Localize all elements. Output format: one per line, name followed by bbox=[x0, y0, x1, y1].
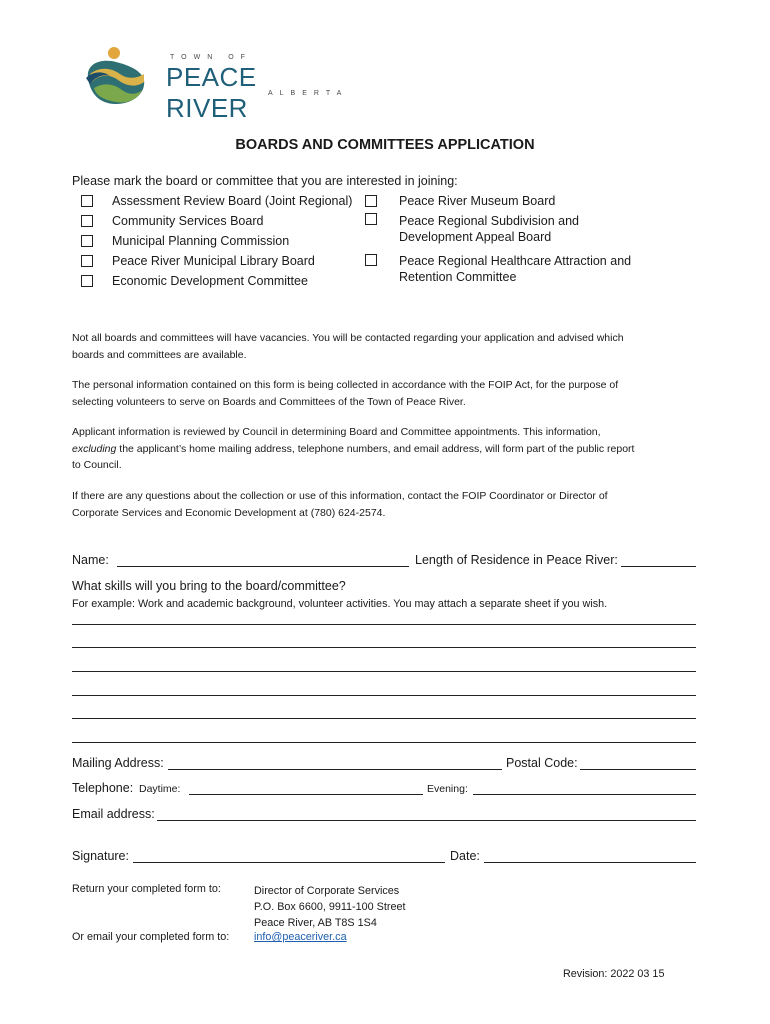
signature-field[interactable] bbox=[133, 862, 445, 863]
checkbox-community-services-board[interactable] bbox=[81, 215, 93, 227]
intro-text: Please mark the board or committee that you are interested in joining: bbox=[72, 174, 458, 188]
return-address bbox=[254, 883, 405, 931]
option-label-line: Development Appeal Board bbox=[399, 230, 552, 244]
email-link[interactable]: info@peaceriver.ca bbox=[254, 931, 347, 943]
skills-line[interactable] bbox=[72, 742, 696, 743]
option-label: Economic Development Committee bbox=[112, 274, 308, 288]
text-line bbox=[72, 441, 702, 458]
date-field[interactable] bbox=[484, 862, 696, 863]
skills-hint: For example: Work and academic background, volunteer activities. You may attach a separate sheet if you wish. bbox=[72, 598, 608, 610]
option-label-line: Peace Regional Subdivision and bbox=[399, 214, 579, 228]
address-line: Peace River, AB T8S 1S4 bbox=[254, 917, 377, 929]
contact-notice bbox=[72, 488, 702, 521]
skills-line[interactable] bbox=[72, 624, 696, 625]
option-label: Peace River Municipal Library Board bbox=[112, 254, 315, 268]
evening-phone-field[interactable] bbox=[473, 794, 696, 795]
option-label: Municipal Planning Commission bbox=[112, 234, 290, 248]
postal-code-field[interactable] bbox=[580, 769, 696, 770]
name-field[interactable] bbox=[117, 566, 409, 567]
vacancy-notice bbox=[72, 330, 702, 363]
option-label bbox=[399, 213, 579, 245]
checkbox-subdivision-appeal-board[interactable] bbox=[365, 213, 377, 225]
residence-field[interactable] bbox=[621, 566, 696, 567]
email-field[interactable] bbox=[157, 820, 696, 821]
option-label bbox=[399, 253, 631, 285]
option-label-line: Retention Committee bbox=[399, 270, 517, 284]
text-span: the applicant’s home mailing address, telephone numbers, and email address, will form part of the public report bbox=[116, 442, 635, 455]
evening-label: Evening: bbox=[427, 783, 468, 795]
email-return-label: Or email your completed form to: bbox=[72, 931, 230, 943]
checkbox-healthcare-attraction-committee[interactable] bbox=[365, 254, 377, 266]
option-label: Peace River Museum Board bbox=[399, 194, 556, 208]
text-line: Corporate Services and Economic Development at (780) 624-2574. bbox=[72, 506, 386, 519]
skills-line[interactable] bbox=[72, 718, 696, 719]
logo-name: PEACE RIVER bbox=[166, 62, 257, 123]
postal-code-label: Postal Code: bbox=[506, 756, 578, 770]
address-line: Director of Corporate Services bbox=[254, 885, 400, 897]
town-logo bbox=[80, 44, 349, 123]
email-label: Email address: bbox=[72, 807, 155, 821]
checkbox-assessment-review-board[interactable] bbox=[81, 195, 93, 207]
signature-label: Signature: bbox=[72, 849, 129, 863]
option-label: Assessment Review Board (Joint Regional) bbox=[112, 194, 353, 208]
address-line: P.O. Box 6600, 9911-100 Street bbox=[254, 901, 406, 913]
logo-alberta: ALBERTA bbox=[268, 90, 349, 97]
checkbox-museum-board[interactable] bbox=[365, 195, 377, 207]
option-label-line: Peace Regional Healthcare Attraction and bbox=[399, 254, 632, 268]
text-line: If there are any questions about the collection or use of this information, contact the FOIP Coordinator or Director of bbox=[72, 490, 608, 502]
skills-line[interactable] bbox=[72, 695, 696, 696]
skills-question: What skills will you bring to the board/committee? bbox=[72, 579, 346, 593]
date-label: Date: bbox=[450, 849, 480, 863]
mailing-address-label: Mailing Address: bbox=[72, 756, 164, 770]
text-line: Not all boards and committees will have vacancies. You will be contacted regarding your application and advised which bbox=[72, 332, 624, 344]
review-notice bbox=[72, 424, 702, 474]
checkbox-library-board[interactable] bbox=[81, 255, 93, 267]
text-line: to Council. bbox=[72, 459, 122, 471]
checkbox-economic-development-committee[interactable] bbox=[81, 275, 93, 287]
foip-notice bbox=[72, 377, 702, 410]
residence-label: Length of Residence in Peace River: bbox=[415, 553, 618, 567]
mailing-address-field[interactable] bbox=[168, 769, 502, 770]
emphasis-text: excluding bbox=[72, 442, 117, 455]
return-label: Return your completed form to: bbox=[72, 883, 221, 895]
text-line: boards and committees are available. bbox=[72, 348, 247, 361]
revision-date: Revision: 2022 03 15 bbox=[563, 968, 665, 980]
text-line: Applicant information is reviewed by Council in determining Board and Committee appointments. This information, bbox=[72, 426, 601, 438]
page-title: BOARDS AND COMMITTEES APPLICATION bbox=[235, 137, 535, 153]
peace-river-emblem-icon bbox=[80, 44, 152, 106]
telephone-label: Telephone: bbox=[72, 781, 134, 795]
checkbox-municipal-planning-commission[interactable] bbox=[81, 235, 93, 247]
daytime-phone-field[interactable] bbox=[189, 794, 423, 795]
skills-line[interactable] bbox=[72, 671, 696, 672]
logo-town-of: TOWN OF bbox=[170, 54, 252, 61]
text-line: selecting volunteers to serve on Boards and Committees of the Town of Peace River. bbox=[72, 395, 466, 408]
text-line: The personal information contained on this form is being collected in accordance with the FOIP Act, for the purpose of bbox=[72, 379, 619, 391]
name-label: Name: bbox=[72, 553, 109, 567]
daytime-label: Daytime: bbox=[139, 783, 181, 795]
skills-line[interactable] bbox=[72, 647, 696, 648]
option-label: Community Services Board bbox=[112, 214, 264, 228]
